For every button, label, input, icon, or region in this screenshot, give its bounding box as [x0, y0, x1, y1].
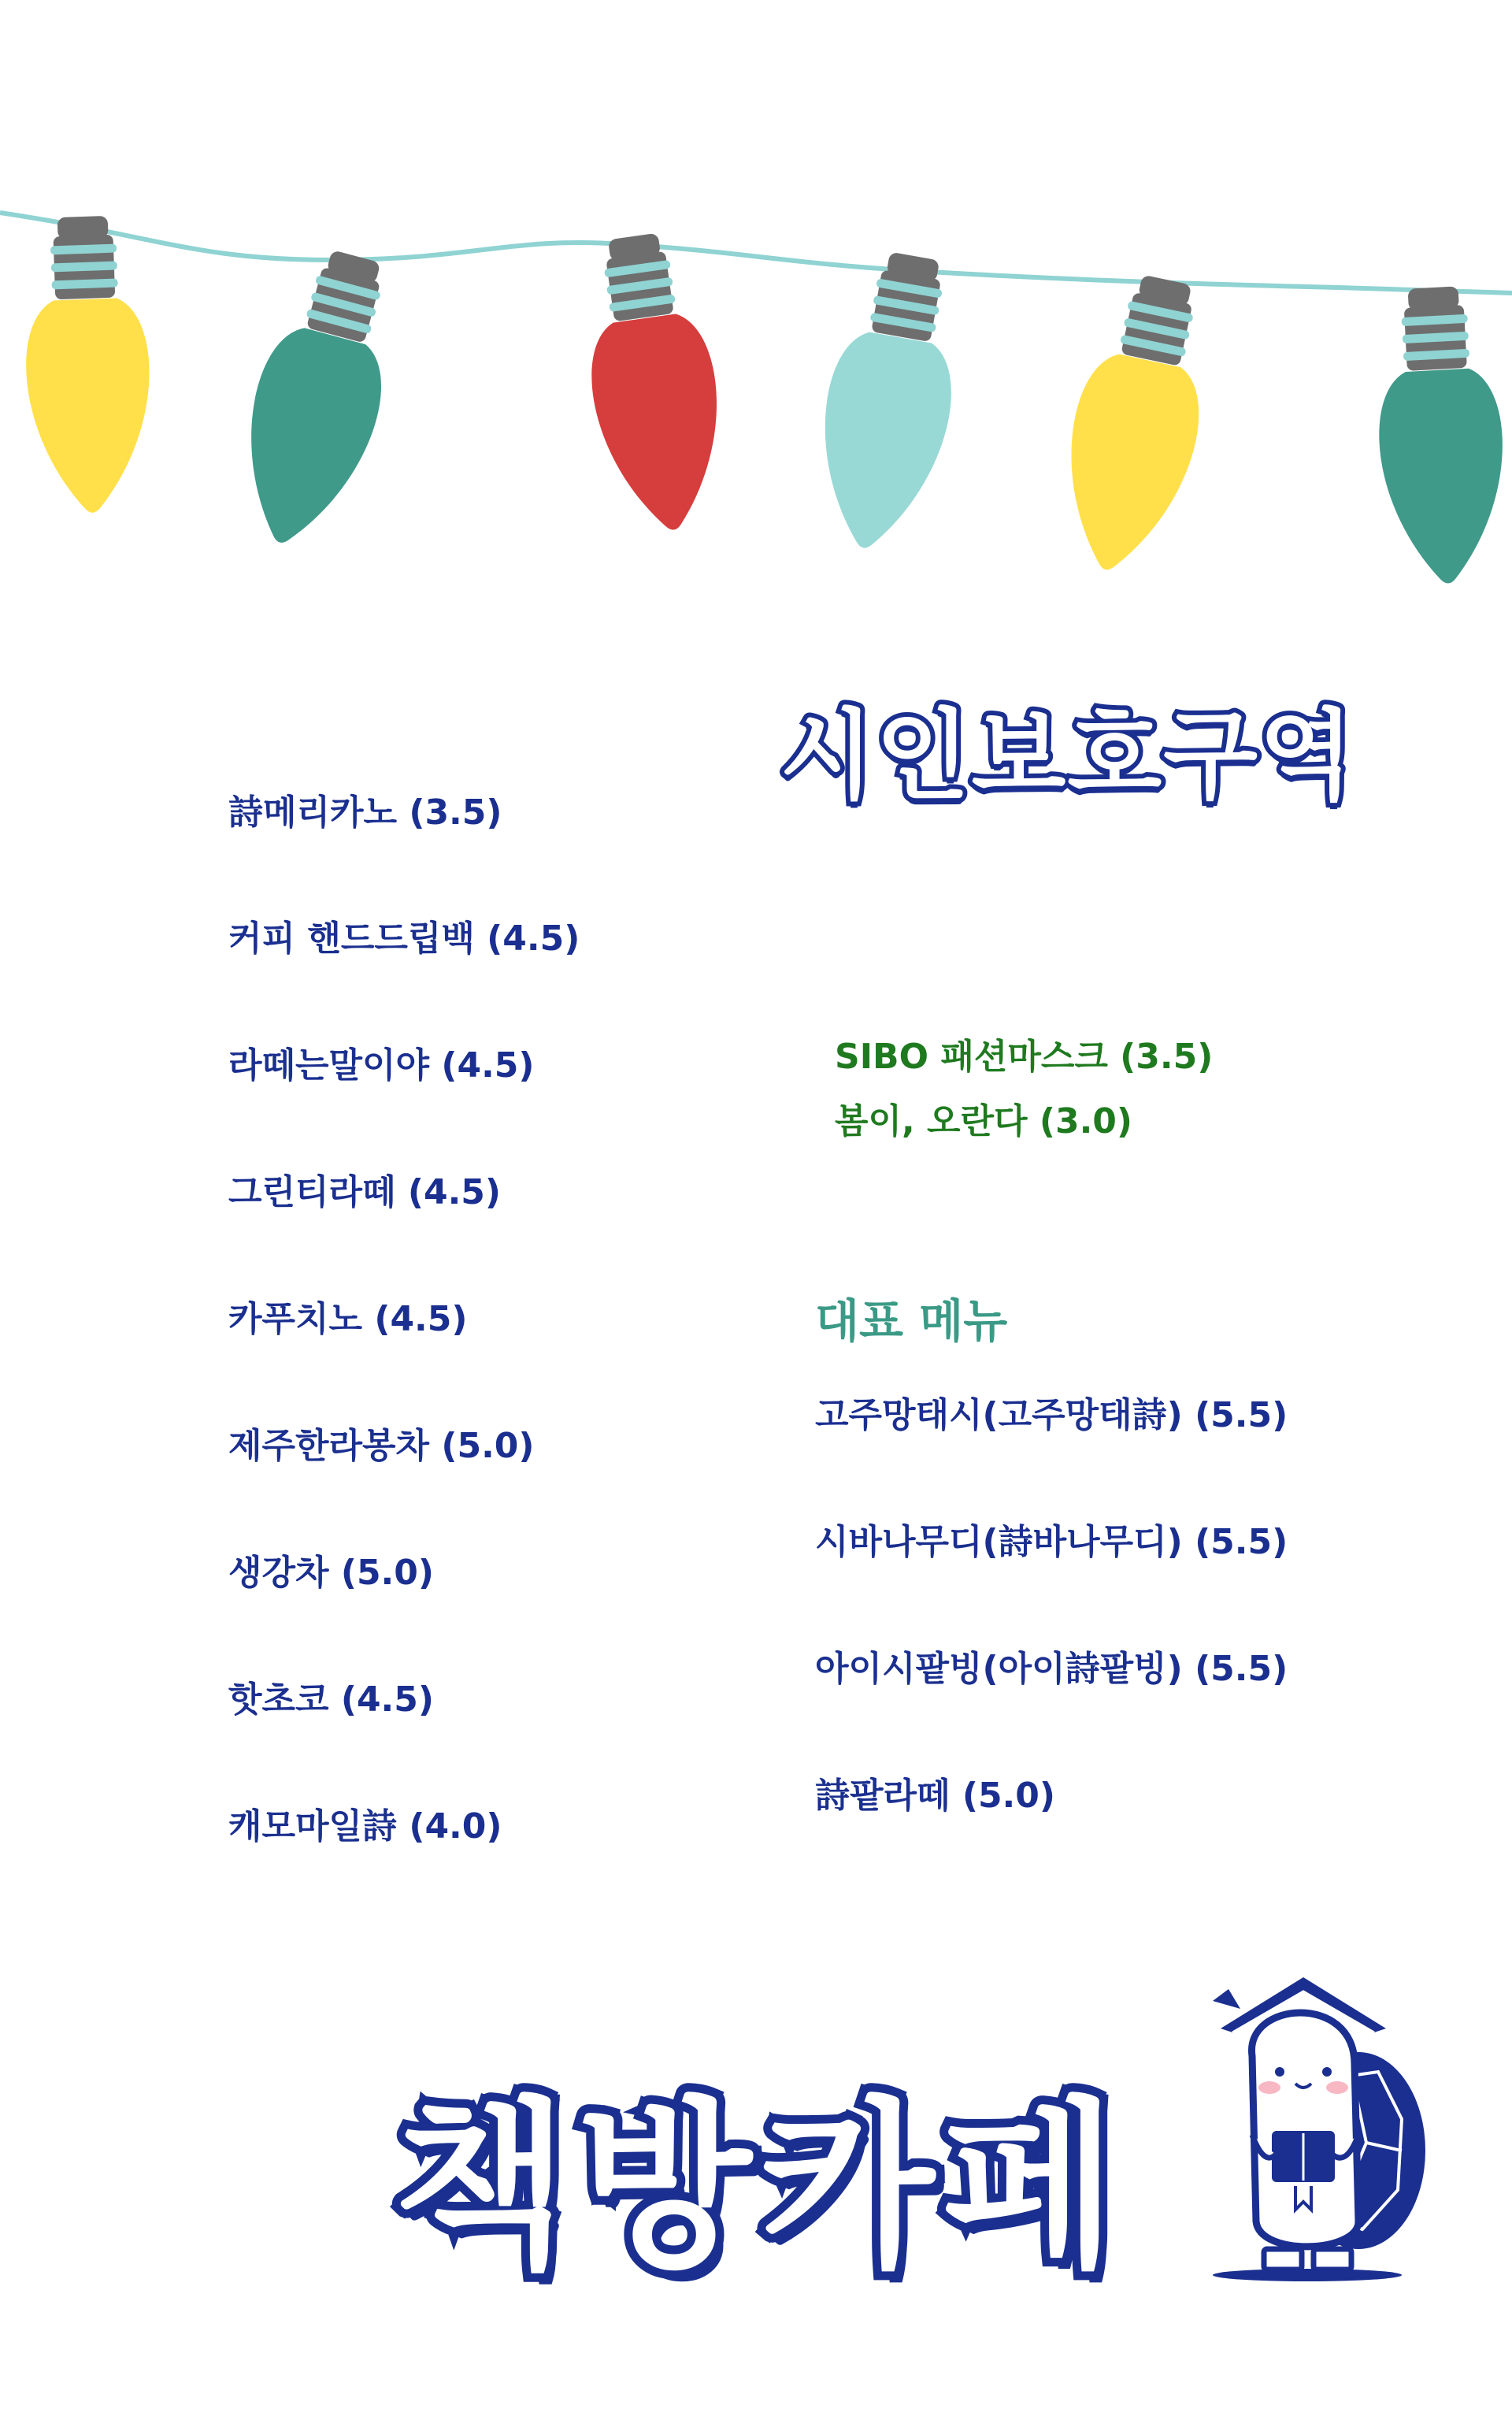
turtle-mascot-icon — [1197, 1954, 1433, 2285]
menu-item: 카푸치노 (4.5) — [228, 1299, 468, 1339]
menu-item: 커피 핸드드립백 (4.5) — [228, 919, 580, 959]
menu-item: 詩메리카노 (3.5) — [228, 792, 502, 833]
cafe-title: 시인보호구역 — [780, 700, 1355, 813]
light-bulb-icon — [803, 246, 976, 559]
menu-item: 그린티라떼 (4.5) — [228, 1172, 502, 1212]
light-bulb-icon — [21, 214, 154, 514]
special-item: 봄이, 오란다 (3.0) — [835, 1101, 1133, 1141]
menu-item: 핫초코 (4.5) — [228, 1680, 434, 1720]
menu-item: 아이시팥빙(아이詩팥빙) (5.5) — [815, 1649, 1288, 1689]
menu-item: 고주망태시(고주망태詩) (5.5) — [815, 1395, 1288, 1435]
menu-item: 생강차 (5.0) — [228, 1553, 434, 1593]
light-bulb-icon — [1371, 284, 1510, 587]
light-bulb-icon — [1046, 267, 1228, 582]
menu-item: 라떼는말이야 (4.5) — [228, 1045, 535, 1086]
light-bulb-icon — [220, 240, 416, 559]
special-item: SIBO 패션마스크 (3.5) — [835, 1037, 1214, 1077]
light-bulb-icon — [572, 228, 735, 538]
menu-item: 캐모마일詩 (4.0) — [228, 1806, 502, 1847]
light-wire — [0, 213, 1512, 293]
string-lights-decoration — [0, 0, 1512, 614]
special-items-list — [835, 1034, 1213, 1163]
menu-item: 제주한라봉차 (5.0) — [228, 1426, 535, 1466]
menu-item: 시바나무디(詩바나무디) (5.5) — [815, 1522, 1288, 1562]
signature-menu-heading: 대표 메뉴 — [815, 1294, 1008, 1348]
brand-name: 책방카페 — [394, 2082, 1125, 2292]
menu-item: 詩팥라떼 (5.0) — [815, 1776, 1055, 1816]
